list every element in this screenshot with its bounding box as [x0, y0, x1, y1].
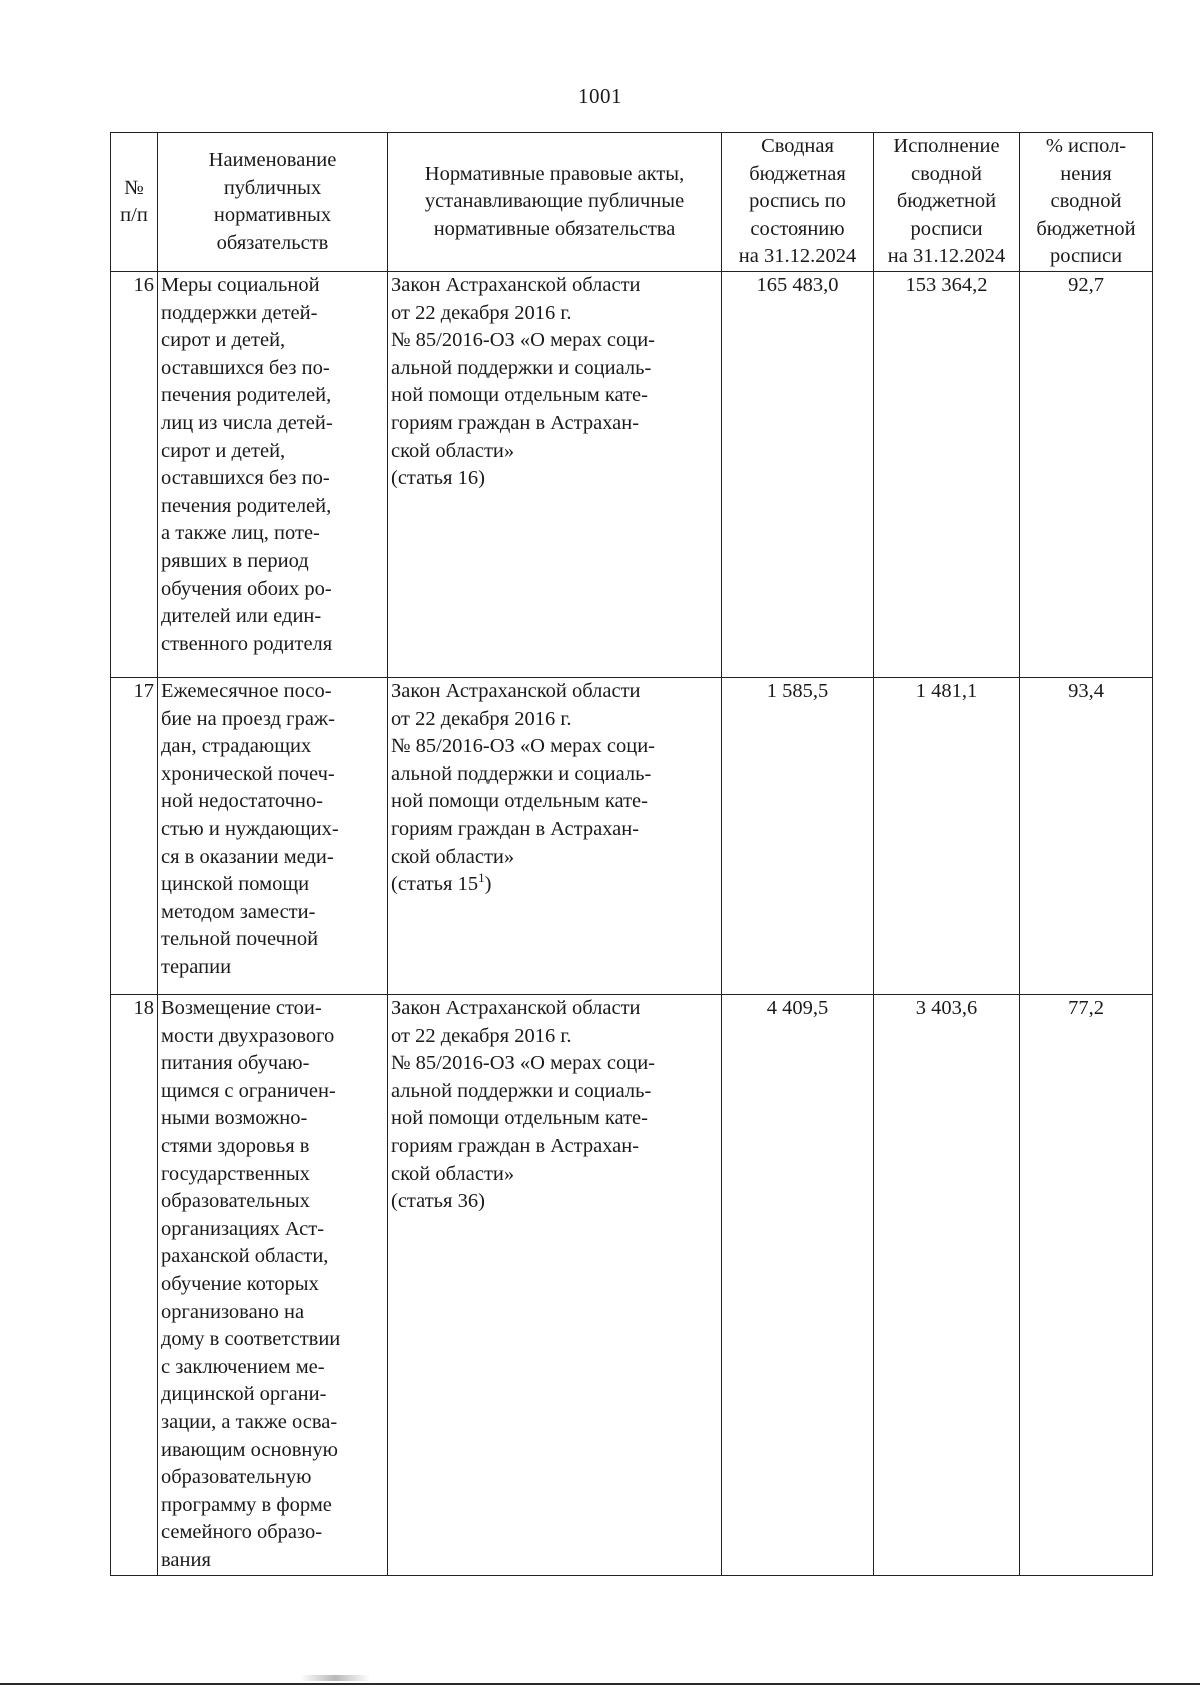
execution-percent-value: 93,4 [1020, 678, 1153, 995]
obligation-name-line: организациях Аст- [161, 1217, 325, 1240]
obligation-name-line: ными возможно- [161, 1107, 308, 1130]
table-row [111, 995, 1153, 1576]
legal-act [388, 995, 722, 1576]
legal-act-line: от 22 декабря 2016 г. [391, 1024, 572, 1047]
obligation-name-line: печения родителей, [161, 494, 332, 517]
table-header-row [111, 133, 1153, 272]
legal-act-line: от 22 декабря 2016 г. [391, 301, 572, 324]
obligation-name-line: стью и нуждающих- [161, 817, 339, 840]
obligation-name-line: государственных [161, 1162, 310, 1185]
budget-execution-value: 3 403,6 [874, 995, 1020, 1576]
legal-act-line: Закон Астраханской области [391, 274, 641, 296]
obligation-name-line: семейного образо- [161, 1521, 323, 1544]
obligation-name-line: оставшихся без по- [161, 467, 330, 490]
legal-act-line: ской области» [391, 1162, 515, 1185]
obligation-name-line: образовательных [161, 1190, 310, 1213]
obligation-name-line: дан, страдающих [161, 735, 312, 758]
header-name-line: нормативных [213, 204, 332, 226]
header-exec-line: бюджетной [896, 190, 997, 213]
table-row [111, 272, 1153, 678]
obligation-name-line: программу в форме [161, 1493, 332, 1516]
execution-percent-value: 92,7 [1020, 272, 1153, 678]
header-plan [722, 133, 874, 272]
budget-plan-value: 1 585,5 [722, 678, 874, 995]
obligation-name-line: Возмещение стои- [161, 997, 322, 1019]
legal-act-line: № 85/2016-ОЗ «О мерах соци- [391, 329, 655, 352]
legal-act-article: (статья 16) [391, 467, 485, 490]
header-act-line: устанавливающие публичные [424, 190, 685, 213]
header-exec-line: сводной [911, 162, 982, 185]
header-name-line: обязательств [216, 231, 329, 254]
header-plan-line: состоянию [750, 217, 845, 240]
obligation-name-line: зации, а также осва- [161, 1410, 338, 1433]
obligation-name-line: стями здоровья в [161, 1134, 310, 1157]
obligation-name-line: образовательную [161, 1466, 312, 1489]
header-plan-line: Сводная [761, 135, 834, 158]
header-plan-line: на 31.12.2024 [738, 245, 857, 268]
budget-execution-value: 1 481,1 [874, 678, 1020, 995]
obligation-name-line: вания [161, 1548, 211, 1571]
legal-act-line: ской области» [391, 845, 515, 868]
legal-act-line: № 85/2016-ОЗ «О мерах соци- [391, 735, 655, 758]
legal-act-article: (статья 36) [391, 1190, 485, 1213]
obligation-name-line: раханской области, [161, 1245, 329, 1268]
obligation-name-line: дителей или един- [161, 605, 322, 628]
obligation-name-line: мости двухразового [161, 1024, 335, 1047]
obligation-name-line: хронической почеч- [161, 762, 335, 785]
legal-act-line: № 85/2016-ОЗ «О мерах соци- [391, 1052, 655, 1075]
obligation-name-line: ся в оказании меди- [161, 845, 334, 868]
obligation-name-line: щимся с ограничен- [161, 1079, 336, 1102]
legal-act-line: гориям граждан в Астрахан- [391, 817, 640, 840]
obligation-name-line: печения родителей, [161, 384, 332, 407]
obligation-name [158, 272, 388, 678]
header-pct-line: нения [1060, 162, 1112, 185]
legal-act-line: ской области» [391, 439, 515, 462]
obligation-name-line: поддержки детей- [161, 301, 318, 324]
header-exec-line: Исполнение [893, 135, 1000, 158]
obligation-name-line: рявших в период [161, 549, 309, 572]
header-num-line: № [124, 176, 144, 199]
obligation-name-line: организовано на [161, 1300, 305, 1323]
legal-act-article-text: (статья 15 [391, 873, 479, 896]
obligation-name-line: Ежемесячное посо- [161, 680, 332, 702]
obligation-name-line: терапии [161, 955, 232, 978]
header-act [388, 133, 722, 272]
obligation-name-line: с заключением ме- [161, 1355, 325, 1378]
header-exec [874, 133, 1020, 272]
legal-act-line: альной поддержки и социаль- [391, 762, 652, 785]
obligation-name-line: оставшихся без по- [161, 356, 330, 379]
budget-plan-value: 4 409,5 [722, 995, 874, 1576]
legal-act-line: ной помощи отдельным кате- [391, 1107, 648, 1130]
header-pct-line: росписи [1049, 245, 1123, 268]
header-act-line: нормативные обязательства [433, 217, 676, 240]
header-act-line: Нормативные правовые акты, [424, 162, 685, 185]
header-num-line: п/п [120, 204, 148, 226]
bottom-rule [0, 1683, 1200, 1685]
header-plan-line: бюджетная [749, 162, 846, 185]
header-num [111, 133, 158, 272]
obligation-name-line: обучение которых [161, 1272, 319, 1295]
legal-act-line: от 22 декабря 2016 г. [391, 707, 572, 730]
header-name-line: публичных [223, 176, 322, 199]
header-pct-line: сводной [1050, 190, 1122, 213]
obligation-name-line: сирот и детей, [161, 439, 286, 462]
legal-act-line: Закон Астраханской области [391, 997, 641, 1019]
obligation-name-line: ивающим основную [161, 1438, 338, 1461]
obligation-name-line: ственного родителя [161, 632, 333, 655]
header-exec-line: росписи [910, 217, 983, 240]
legal-act-line: альной поддержки и социаль- [391, 1079, 652, 1102]
legal-act-line: гориям граждан в Астрахан- [391, 411, 640, 434]
budget-plan-value: 165 483,0 [722, 272, 874, 678]
row-number: 17 [111, 678, 158, 995]
obligation-name-line: обучения обоих ро- [161, 577, 332, 600]
scan-smudge [300, 1675, 370, 1681]
row-number: 18 [111, 995, 158, 1576]
legal-act-line: альной поддержки и социаль- [391, 356, 652, 379]
row-number: 16 [111, 272, 158, 678]
legal-act [388, 272, 722, 678]
obligation-name-line: методом замести- [161, 900, 316, 923]
budget-execution-value: 153 364,2 [874, 272, 1020, 678]
obligation-name-line: ной недостаточно- [161, 790, 323, 813]
obligations-table [110, 132, 1153, 1576]
obligation-name-line: сирот и детей, [161, 329, 286, 352]
obligation-name-line: тельной почечной [161, 928, 319, 951]
obligation-name-line: а также лиц, поте- [161, 522, 320, 545]
obligation-name-line: лиц из числа детей- [161, 411, 333, 434]
legal-act-article-close: ) [484, 873, 492, 896]
header-name-line: Наименование [208, 149, 337, 171]
table-row [111, 678, 1153, 995]
header-pct-line: % испол- [1045, 135, 1127, 158]
obligation-name-line: цинской помощи [161, 873, 310, 896]
legal-act-article [391, 871, 718, 899]
header-pct-line: бюджетной [1036, 217, 1136, 240]
header-pct [1020, 133, 1153, 272]
legal-act-line: ной помощи отдельным кате- [391, 384, 648, 407]
obligation-name-line: питания обучаю- [161, 1052, 310, 1075]
header-plan-line: роспись по [749, 190, 846, 213]
page-number: 1001 [578, 84, 622, 108]
obligation-name-line: Меры социальной [161, 274, 320, 296]
header-name [158, 133, 388, 272]
legal-act-line: ной помощи отдельным кате- [391, 790, 648, 813]
legal-act-article-superscript: 1 [478, 870, 485, 886]
obligation-name-line: дому в соответствии [161, 1328, 341, 1351]
legal-act-line: Закон Астраханской области [391, 680, 641, 702]
obligation-name-line: дицинской органи- [161, 1383, 327, 1406]
legal-act [388, 678, 722, 995]
legal-act-line: гориям граждан в Астрахан- [391, 1134, 640, 1157]
obligation-name [158, 678, 388, 995]
obligation-name-line: бие на проезд граж- [161, 707, 335, 730]
obligation-name [158, 995, 388, 1576]
execution-percent-value: 77,2 [1020, 995, 1153, 1576]
header-exec-line: на 31.12.2024 [887, 245, 1006, 268]
